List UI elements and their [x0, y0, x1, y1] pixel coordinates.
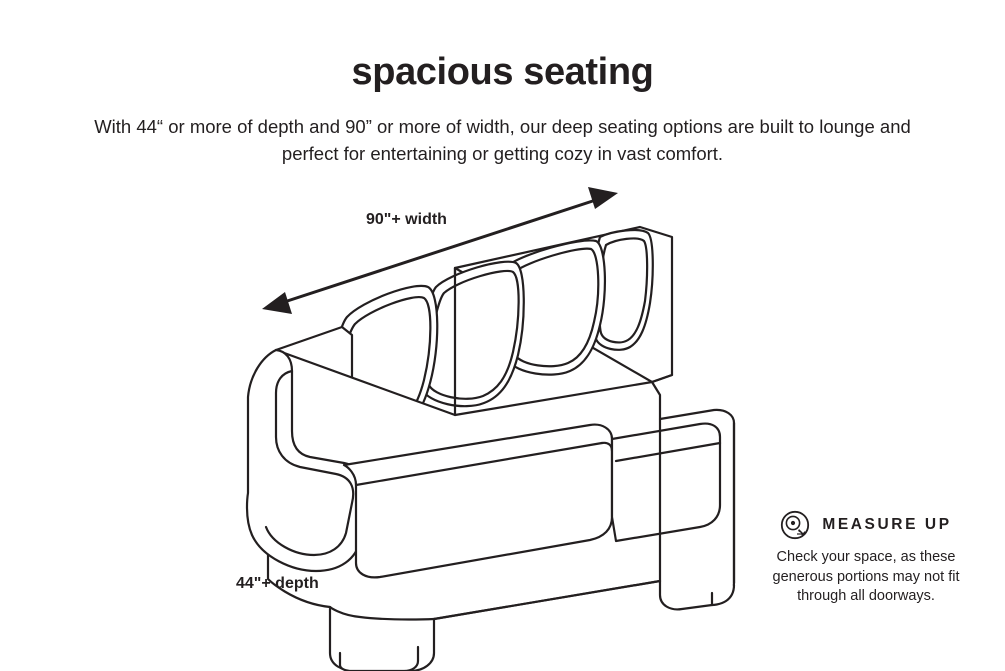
measure-up-title: MEASURE UP	[822, 516, 952, 533]
width-dimension-label: 90"+ width	[366, 211, 447, 228]
depth-dimension-label: 44"+ depth	[236, 575, 319, 592]
page-subtitle: With 44“ or more of depth and 90” or more of width, our deep seating options are built to lounge and perfect for entertaining or getting cozy in vast comfort.	[94, 116, 911, 164]
measure-up-callout	[748, 510, 984, 607]
measure-up-body: Check your space, as these generous portions may not fit through all doorways.	[772, 549, 960, 605]
measure-up-header	[748, 510, 984, 540]
tape-measure-icon	[780, 510, 810, 540]
page-title: spacious seating	[351, 51, 654, 93]
